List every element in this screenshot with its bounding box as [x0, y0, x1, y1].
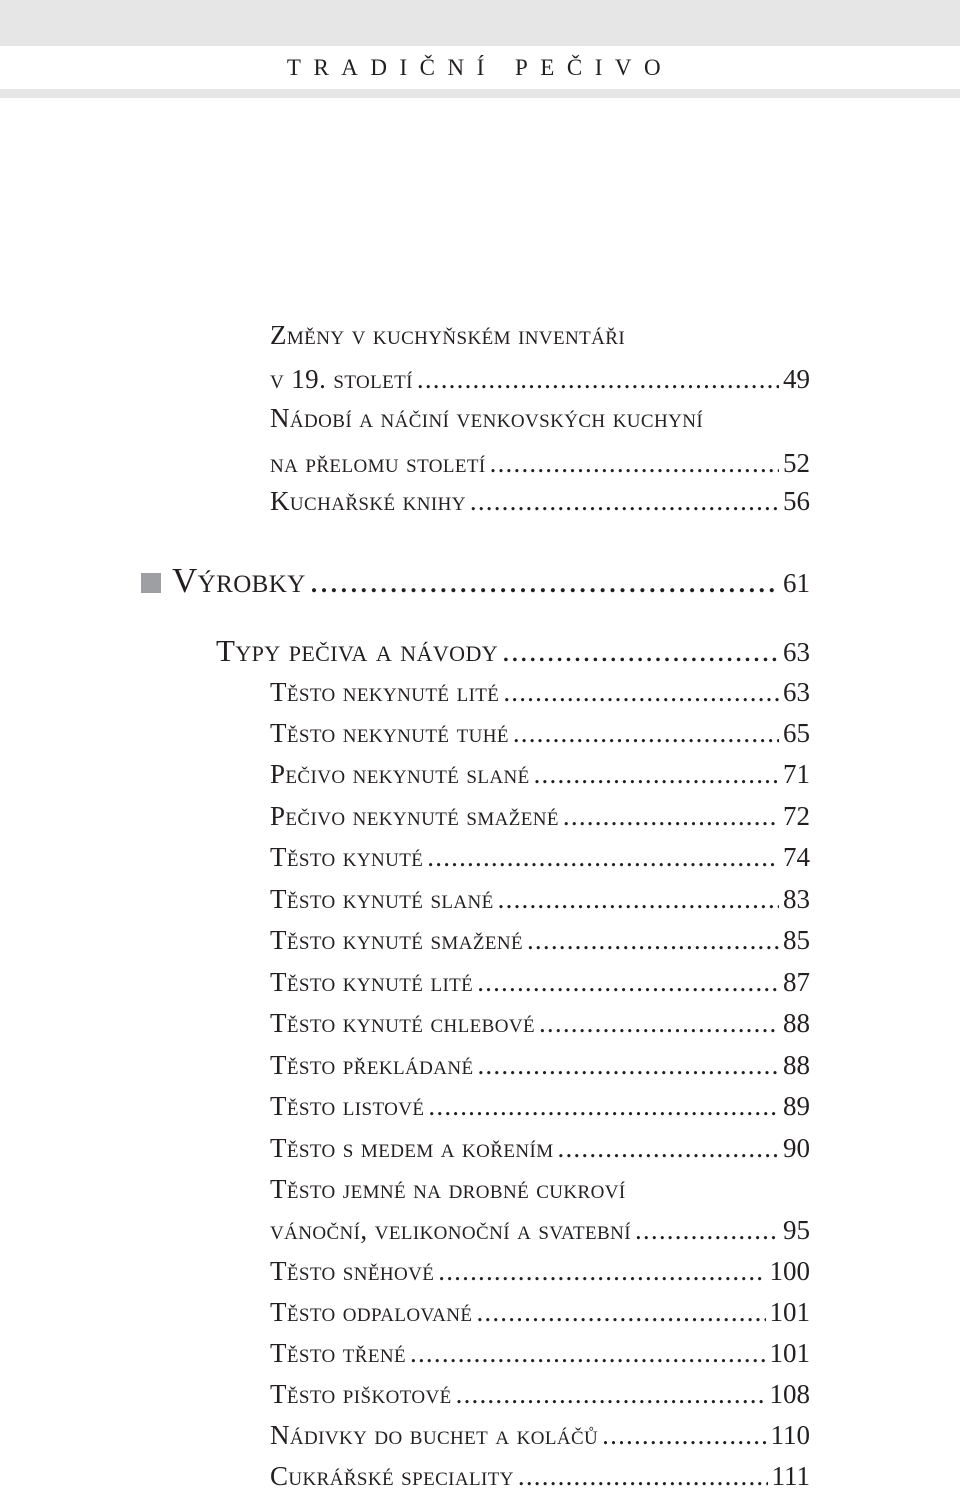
toc-entry-page: 74	[783, 842, 810, 872]
toc-leader-dots	[558, 1131, 779, 1165]
toc-leader-dots	[428, 1089, 779, 1123]
toc-leader-dots	[527, 923, 779, 957]
toc-entry	[270, 401, 810, 435]
toc-entry-label: Těsto nekynuté tuhé	[270, 718, 509, 748]
toc-entry-label: Těsto listové	[270, 1091, 425, 1121]
toc-entry-label: Těsto kynuté slané	[270, 884, 494, 914]
toc-entry-label: Těsto třené	[270, 1338, 407, 1368]
toc-entry-label: Těsto kynuté	[270, 842, 424, 872]
toc-leader-dots	[477, 965, 779, 999]
toc-entry-label: Kuchařské knihy	[270, 486, 466, 516]
toc-leader-dots	[498, 882, 779, 916]
toc-leader-dots	[410, 1336, 765, 1370]
toc-entry[interactable]	[270, 1377, 810, 1411]
toc-entry[interactable]	[270, 1459, 810, 1493]
toc-entry-label: Těsto odpalované	[270, 1297, 473, 1327]
toc-entry-label: Těsto kynuté smažené	[270, 925, 523, 955]
toc-entry[interactable]	[270, 716, 810, 750]
toc-leader-dots	[539, 1006, 779, 1040]
toc-entry[interactable]	[270, 1254, 810, 1288]
toc-leader-dots	[563, 799, 779, 833]
toc-entry-label: Cukrářské speciality	[270, 1461, 514, 1491]
toc-entry-label: Těsto piškotové	[270, 1379, 452, 1409]
toc-section-entry[interactable]	[172, 560, 810, 604]
toc-entry-label: Změny v kuchyňském inventáři	[270, 320, 626, 350]
toc-entry-page: 101	[769, 1297, 810, 1327]
toc-entry[interactable]	[270, 1418, 810, 1452]
toc-entry-page: 101	[769, 1338, 810, 1368]
toc-leader-dots	[470, 484, 779, 518]
toc-entry[interactable]	[270, 1006, 810, 1040]
toc-entry[interactable]	[270, 1089, 810, 1123]
toc-entry[interactable]	[270, 1295, 810, 1329]
toc-entry	[270, 1172, 810, 1206]
toc-entry[interactable]	[270, 484, 810, 518]
toc-entry-page: 90	[783, 1133, 810, 1163]
toc-entry[interactable]	[270, 923, 810, 957]
toc-leader-dots	[417, 362, 779, 396]
toc-entry[interactable]	[270, 446, 810, 480]
toc-entry	[270, 318, 810, 352]
running-header-title: TRADIČNÍ PEČIVO	[286, 55, 674, 80]
toc-entry-page: 87	[783, 967, 810, 997]
toc-entry-page: 95	[783, 1215, 810, 1245]
toc-entry-page: 100	[769, 1256, 810, 1286]
toc-entry[interactable]	[270, 757, 810, 791]
toc-entry[interactable]	[270, 1131, 810, 1165]
toc-entry-label: Typy pečiva a návody	[216, 633, 499, 668]
toc-leader-dots	[513, 716, 779, 750]
toc-entry-label: Těsto jemné na drobné cukroví	[270, 1174, 626, 1204]
toc-leader-dots	[310, 560, 779, 602]
toc-entry-label: Těsto kynuté chlebové	[270, 1008, 535, 1038]
toc-entry-label: Nádobí a náčiní venkovských kuchyní	[270, 403, 704, 433]
toc-entry[interactable]	[270, 882, 810, 916]
toc-entry-page: 71	[783, 759, 810, 789]
toc-entry-page: 52	[783, 448, 810, 478]
toc-entry-page: 110	[770, 1420, 810, 1450]
toc-entry-label: Těsto kynuté lité	[270, 967, 474, 997]
toc-leader-dots	[502, 632, 779, 670]
toc-entry-page: 89	[783, 1091, 810, 1121]
toc-entry-label: Výrobky	[172, 561, 306, 600]
toc-leader-dots	[456, 1377, 766, 1411]
toc-entry-label: Nádivky do buchet a koláčů	[270, 1420, 599, 1450]
toc-entry-label: v 19. století	[270, 364, 413, 394]
toc-entry-page: 63	[783, 677, 810, 707]
toc-entry-page: 61	[783, 568, 810, 598]
toc-entry-page: 111	[771, 1461, 810, 1491]
toc-entry-label: Pečivo nekynuté smažené	[270, 801, 559, 831]
toc-entry[interactable]	[270, 675, 810, 709]
toc-entry-page: 83	[783, 884, 810, 914]
toc-entry-page: 88	[783, 1008, 810, 1038]
toc-leader-dots	[518, 1459, 768, 1493]
toc-entry[interactable]	[270, 799, 810, 833]
toc-entry-page: 88	[783, 1050, 810, 1080]
toc-entry-label: Pečivo nekynuté slané	[270, 759, 530, 789]
toc-entry[interactable]	[270, 1336, 810, 1370]
section-bullet-icon	[141, 573, 161, 593]
toc-entry-label: Těsto překládané	[270, 1050, 474, 1080]
toc-entry-page: 108	[769, 1379, 810, 1409]
toc-entry-page: 85	[783, 925, 810, 955]
toc-entry[interactable]	[270, 840, 810, 874]
toc-entry-label: Těsto s medem a kořením	[270, 1133, 554, 1163]
toc-entry-page: 49	[783, 364, 810, 394]
toc-leader-dots	[503, 675, 779, 709]
toc-leader-dots	[438, 1254, 765, 1288]
toc-entry-page: 63	[783, 637, 810, 667]
toc-leader-dots	[477, 1048, 779, 1082]
toc-entry-page: 72	[783, 801, 810, 831]
toc-entry-page: 65	[783, 718, 810, 748]
toc-entry-page: 56	[783, 486, 810, 516]
toc-entry-label: Těsto nekynuté lité	[270, 677, 500, 707]
toc-leader-dots	[534, 757, 779, 791]
toc-subsection-entry[interactable]	[216, 632, 810, 671]
toc-entry-label: vánoční, velikonoční a svatební	[270, 1215, 631, 1245]
toc-leader-dots	[427, 840, 779, 874]
toc-entry-label: na přelomu století	[270, 448, 486, 478]
toc-entry[interactable]	[270, 1048, 810, 1082]
toc-entry-label: Těsto sněhové	[270, 1256, 435, 1286]
toc-leader-dots	[635, 1213, 779, 1247]
toc-leader-dots	[490, 446, 779, 480]
toc-entry[interactable]	[270, 1213, 810, 1247]
toc-entry[interactable]	[270, 362, 810, 396]
toc-leader-dots	[602, 1418, 766, 1452]
toc-entry[interactable]	[270, 965, 810, 999]
toc-leader-dots	[476, 1295, 765, 1329]
